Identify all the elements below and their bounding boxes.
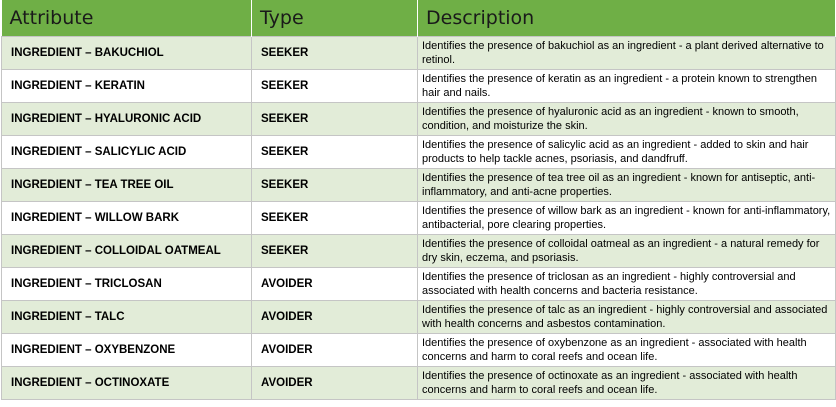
attribute-cell: INGREDIENT – BAKUCHIOL — [2, 36, 252, 69]
table-row — [2, 234, 836, 267]
table-row — [2, 366, 836, 399]
description-cell: Identifies the presence of bakuchiol as an ingredient - a plant derived alternative to retinol. — [418, 36, 836, 69]
type-cell: SEEKER — [252, 102, 418, 135]
attribute-cell: INGREDIENT – COLLOIDAL OATMEAL — [2, 234, 252, 267]
table-row — [2, 333, 836, 366]
table-body — [2, 36, 836, 399]
type-cell: AVOIDER — [252, 300, 418, 333]
type-cell: SEEKER — [252, 135, 418, 168]
type-cell: SEEKER — [252, 36, 418, 69]
description-cell: Identifies the presence of tea tree oil as an ingredient - known for antiseptic, anti-inflammatory, and anti-acne properties. — [418, 168, 836, 201]
table-row — [2, 102, 836, 135]
table-row — [2, 201, 836, 234]
table-row — [2, 135, 836, 168]
description-cell: Identifies the presence of triclosan as an ingredient - highly controversial and associated with health concerns and bacteria resistance. — [418, 267, 836, 300]
description-cell: Identifies the presence of keratin as an ingredient - a protein known to strengthen hair and nails. — [418, 69, 836, 102]
table-row — [2, 36, 836, 69]
attribute-cell: INGREDIENT – TALC — [2, 300, 252, 333]
attribute-cell: INGREDIENT – WILLOW BARK — [2, 201, 252, 234]
header-description: Description — [418, 0, 836, 36]
table-row — [2, 267, 836, 300]
type-cell: SEEKER — [252, 168, 418, 201]
type-cell: SEEKER — [252, 69, 418, 102]
description-cell: Identifies the presence of octinoxate as an ingredient - associated with health concerns and harm to coral reefs and ocean life. — [418, 366, 836, 399]
attribute-cell: INGREDIENT – TEA TREE OIL — [2, 168, 252, 201]
attribute-cell: INGREDIENT – SALICYLIC ACID — [2, 135, 252, 168]
type-cell: SEEKER — [252, 234, 418, 267]
table-row — [2, 300, 836, 333]
description-cell: Identifies the presence of salicylic acid as an ingredient - added to skin and hair products to help tackle acnes, psoriasis, and dandfruff. — [418, 135, 836, 168]
description-cell: Identifies the presence of talc as an ingredient - highly controversial and associated with health concerns and asbestos contamination. — [418, 300, 836, 333]
table-row — [2, 168, 836, 201]
attribute-cell: INGREDIENT – TRICLOSAN — [2, 267, 252, 300]
header-attribute: Attribute — [2, 0, 252, 36]
description-cell: Identifies the presence of hyaluronic acid as an ingredient - known to smooth, condition, and moisturize the skin. — [418, 102, 836, 135]
type-cell: SEEKER — [252, 201, 418, 234]
attribute-cell: INGREDIENT – HYALURONIC ACID — [2, 102, 252, 135]
description-cell: Identifies the presence of willow bark as an ingredient - known for anti-inflammatory, antibacterial, pore clearing properties. — [418, 201, 836, 234]
attribute-cell: INGREDIENT – KERATIN — [2, 69, 252, 102]
type-cell: AVOIDER — [252, 333, 418, 366]
type-cell: AVOIDER — [252, 366, 418, 399]
table-row — [2, 69, 836, 102]
attribute-cell: INGREDIENT – OCTINOXATE — [2, 366, 252, 399]
header-type: Type — [252, 0, 418, 36]
description-cell: Identifies the presence of colloidal oatmeal as an ingredient - a natural remedy for dry skin, eczema, and psoriasis. — [418, 234, 836, 267]
attribute-cell: INGREDIENT – OXYBENZONE — [2, 333, 252, 366]
header-row — [2, 0, 836, 36]
attribute-table — [1, 0, 836, 400]
description-cell: Identifies the presence of oxybenzone as an ingredient - associated with health concerns and harm to coral reefs and ocean life. — [418, 333, 836, 366]
table-header — [2, 0, 836, 36]
type-cell: AVOIDER — [252, 267, 418, 300]
